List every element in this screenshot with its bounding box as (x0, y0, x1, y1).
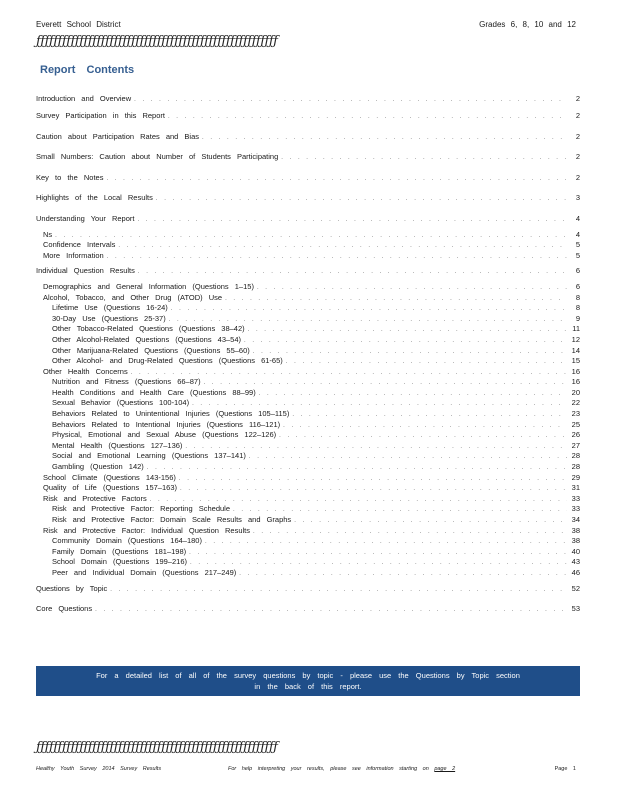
toc-entry[interactable] (36, 441, 580, 452)
toc-entry-page: 28 (571, 462, 580, 472)
toc-entry[interactable] (36, 261, 580, 282)
dot-leader (171, 304, 567, 315)
toc-entry-label: Introduction and Overview (36, 94, 132, 103)
toc-entry[interactable] (36, 557, 580, 568)
toc-entry-label: Other Marijuana-Related Questions (Questions 55–60) (52, 345, 250, 355)
toc-entry[interactable] (36, 230, 580, 241)
toc-entry-label: Core Questions (36, 604, 93, 614)
toc-entry[interactable] (36, 282, 580, 293)
dot-leader (257, 283, 567, 294)
toc-entry-page: 3 (575, 193, 580, 203)
dot-leader (134, 93, 567, 107)
toc-entry[interactable] (36, 451, 580, 462)
dot-leader (190, 558, 567, 569)
toc-entry-label: Health Conditions and Health Care (Questions 88–99) (52, 387, 256, 397)
dot-leader (107, 252, 567, 263)
toc-entry-page: 29 (571, 472, 580, 482)
toc-entry[interactable] (36, 599, 580, 620)
dot-leader (259, 389, 567, 400)
toc-entry[interactable] (36, 303, 580, 314)
toc-entry-page: 14 (571, 345, 580, 355)
toc-entry[interactable] (36, 504, 580, 515)
info-banner (36, 666, 580, 696)
toc-entry[interactable] (36, 293, 580, 304)
toc-entry-label: Risk and Protective Factor: Domain Scale Results and Graphs (52, 515, 292, 524)
dot-leader (118, 241, 567, 252)
toc-entry[interactable] (36, 127, 580, 148)
toc-entry[interactable] (36, 314, 580, 325)
toc-entry[interactable] (36, 483, 580, 494)
toc-entry[interactable] (36, 462, 580, 473)
dot-leader (279, 431, 567, 442)
toc-entry[interactable] (36, 92, 580, 106)
dot-leader (106, 169, 567, 190)
dot-leader (180, 484, 567, 495)
toc-entry-label: Peer and Individual Domain (Questions 217–249) (52, 567, 237, 577)
toc-entry-label: Other Alcohol- and Drug-Related Questions (Questions 61-65) (52, 356, 283, 366)
toc-entry-label: Behaviors Related to Unintentional Injuries (Questions 105–115) (52, 409, 290, 419)
toc-entry-label: Understanding Your Report (36, 213, 135, 223)
dot-leader (95, 600, 567, 621)
toc-entry-label: Risk and Protective Factors (43, 493, 147, 503)
toc-entry[interactable] (36, 251, 580, 262)
toc-entry-page: 38 (571, 525, 580, 535)
toc-entry-page: 40 (571, 546, 580, 556)
dot-leader (137, 210, 567, 231)
toc-entry-page: 33 (571, 493, 580, 503)
banner-line-1: For a detailed list of all of the survey questions by topic - please use the Questions by Topic section (96, 671, 520, 680)
toc-entry[interactable] (36, 106, 580, 127)
toc-entry-page: 2 (575, 172, 580, 182)
toc-entry[interactable] (36, 377, 580, 388)
toc-entry-label: Physical, Emotional and Sexual Abuse (Questions 122–126) (52, 430, 277, 440)
toc-entry-label: Lifetime Use (Questions 16-24) (52, 303, 168, 313)
toc-entry[interactable] (36, 568, 580, 579)
footer-help-prefix: For help interpreting your results, please see information starting on (228, 766, 429, 772)
dot-leader (138, 262, 567, 283)
toc-entry-page: 31 (571, 483, 580, 493)
dot-leader (249, 452, 567, 463)
dot-leader (225, 294, 567, 305)
toc-entry-page: 43 (571, 557, 580, 567)
toc-entry-page: 33 (571, 504, 580, 514)
grades-label: Grades 6, 8, 10 and 12 (479, 20, 576, 29)
toc-entry-label: Ns (43, 229, 53, 239)
toc-entry-label: Gambling (Question 142) (52, 462, 144, 472)
dot-leader (286, 357, 567, 368)
dot-leader (294, 516, 567, 527)
dot-leader (110, 580, 567, 601)
toc-entry[interactable] (36, 188, 580, 209)
toc-entry[interactable] (36, 473, 580, 484)
toc-entry-page: 27 (571, 440, 580, 450)
toc-entry[interactable] (36, 388, 580, 399)
dot-leader (283, 421, 567, 432)
toc-entry-page: 4 (575, 213, 580, 223)
toc-entry[interactable] (36, 547, 580, 558)
table-of-contents (36, 92, 580, 620)
toc-entry-label: Risk and Protective Factor: Individual Question Results (43, 525, 250, 535)
toc-entry-label: Other Health Concerns (43, 366, 128, 376)
toc-entry-page: 34 (571, 515, 580, 524)
dot-leader (244, 336, 567, 347)
dot-leader (253, 527, 567, 538)
dot-leader (168, 107, 567, 128)
footer-page-link[interactable]: page 2 (434, 766, 456, 772)
decorative-rule-bottom: ƒƒƒƒƒƒƒƒƒƒƒƒƒƒƒƒƒƒƒƒƒƒƒƒƒƒƒƒƒƒƒƒƒƒƒƒƒƒƒƒƒƒƒƒƒƒƒƒƒƒƒƒƒƒƒƒ (36, 740, 278, 755)
toc-entry-label: Other Alcohol-Related Questions (Questions 43–54) (52, 334, 242, 344)
toc-entry[interactable] (36, 526, 580, 537)
dot-leader (204, 378, 567, 389)
toc-entry-page: 28 (571, 451, 580, 461)
dot-leader (248, 325, 567, 336)
toc-entry-label: School Domain (Questions 199–216) (52, 557, 187, 567)
toc-entry-label: Sexual Behavior (Questions 100-104) (52, 398, 190, 408)
footer-survey-title: Healthy Youth Survey 2014 Survey Results (36, 766, 162, 772)
decorative-rule-top: ƒƒƒƒƒƒƒƒƒƒƒƒƒƒƒƒƒƒƒƒƒƒƒƒƒƒƒƒƒƒƒƒƒƒƒƒƒƒƒƒƒƒƒƒƒƒƒƒƒƒƒƒƒƒƒƒ (36, 34, 278, 49)
toc-entry-page: 2 (575, 111, 580, 120)
toc-entry[interactable] (36, 346, 580, 357)
toc-entry-page: 12 (571, 334, 580, 344)
toc-entry-page: 2 (575, 152, 580, 162)
toc-entry-page: 2 (575, 131, 580, 141)
dot-leader (189, 548, 567, 559)
dot-leader (147, 463, 567, 474)
toc-entry-label: Key to the Notes (36, 172, 104, 182)
dot-leader (55, 231, 567, 242)
toc-entry-page: 52 (571, 583, 580, 593)
toc-entry-label: Nutrition and Fitness (Questions 66–87) (52, 377, 201, 387)
dot-leader (253, 347, 567, 358)
toc-entry-page: 9 (575, 313, 580, 323)
toc-entry[interactable] (36, 494, 580, 505)
toc-entry-label: Small Numbers: Caution about Number of Students Participating (36, 152, 279, 162)
toc-entry-label: Mental Health (Questions 127–136) (52, 440, 183, 450)
toc-entry[interactable] (36, 536, 580, 547)
banner-line-2: in the back of this report. (254, 682, 362, 691)
toc-entry-label: Questions by Topic (36, 583, 108, 593)
dot-leader (292, 410, 567, 421)
toc-entry[interactable] (36, 420, 580, 431)
toc-entry-page: 5 (575, 250, 580, 260)
toc-entry-label: Demographics and General Information (Questions 1–15) (43, 281, 254, 291)
toc-entry-page: 4 (575, 229, 580, 239)
toc-entry-page: 46 (571, 567, 580, 577)
toc-entry-label: Confidence Intervals (43, 240, 116, 250)
toc-entry-label: Alcohol, Tobacco, and Other Drug (ATOD) Use (43, 292, 223, 302)
toc-entry-label: Highlights of the Local Results (36, 193, 153, 203)
toc-entry-page: 11 (572, 324, 580, 334)
toc-entry-page: 15 (571, 356, 580, 366)
toc-entry-label: Individual Question Results (36, 266, 135, 276)
dot-leader (156, 189, 567, 210)
dot-leader (239, 569, 567, 580)
dot-leader (179, 474, 567, 485)
toc-entry[interactable] (36, 430, 580, 441)
toc-entry-page: 25 (571, 419, 580, 429)
toc-entry-page: 38 (571, 536, 580, 546)
toc-entry-label: Risk and Protective Factor: Reporting Schedule (52, 504, 230, 514)
toc-entry-label: Community Domain (Questions 164–180) (52, 536, 202, 546)
toc-entry-page: 8 (575, 292, 580, 302)
toc-entry-page: 6 (575, 281, 580, 291)
toc-entry-label: Family Domain (Questions 181–198) (52, 546, 187, 556)
toc-entry[interactable] (36, 579, 580, 600)
toc-entry[interactable] (36, 398, 580, 409)
toc-entry[interactable] (36, 324, 580, 335)
toc-entry[interactable] (36, 335, 580, 346)
district-name: Everett School District (36, 20, 121, 29)
toc-entry[interactable] (36, 240, 580, 251)
toc-entry-page: 5 (575, 240, 580, 250)
toc-entry-label: Other Tobacco-Related Questions (Questions 38–42) (52, 324, 245, 334)
toc-entry-page: 22 (571, 398, 580, 408)
toc-entry[interactable] (36, 409, 580, 420)
toc-entry-page: 20 (571, 387, 580, 397)
toc-entry-page: 6 (575, 266, 580, 276)
footer-help-text (228, 766, 455, 772)
dot-leader (205, 537, 567, 548)
toc-entry-page: 16 (571, 377, 580, 387)
toc-entry[interactable] (36, 356, 580, 367)
toc-entry-label: Behaviors Related to Intentional Injuries (Questions 116–121) (52, 419, 281, 429)
toc-entry-page: 8 (575, 303, 580, 313)
toc-entry-label: 30-Day Use (Questions 25-37) (52, 313, 166, 323)
toc-entry[interactable] (36, 515, 580, 526)
toc-entry-label: Survey Participation in this Report (36, 111, 165, 120)
toc-entry-label: Caution about Participation Rates and Bias (36, 131, 200, 141)
toc-entry-page: 23 (571, 409, 580, 419)
toc-entry-label: School Climate (Questions 143-156) (43, 472, 176, 482)
toc-entry-page: 53 (571, 604, 580, 614)
toc-entry-page: 26 (571, 430, 580, 440)
toc-entry[interactable] (36, 168, 580, 189)
toc-entry[interactable] (36, 147, 580, 168)
toc-entry-page: 2 (575, 94, 580, 103)
dot-leader (202, 128, 567, 149)
toc-entry-label: More Information (43, 250, 104, 260)
toc-entry-label: Quality of Life (Questions 157–163) (43, 483, 177, 493)
toc-entry-page: 16 (571, 366, 580, 376)
toc-entry[interactable] (36, 367, 580, 378)
toc-entry-label: Social and Emotional Learning (Questions 137–141) (52, 451, 246, 461)
toc-entry[interactable] (36, 209, 580, 230)
page-title: Report Contents (40, 64, 135, 76)
dot-leader (281, 148, 567, 169)
footer-page-number: Page 1 (554, 766, 576, 772)
